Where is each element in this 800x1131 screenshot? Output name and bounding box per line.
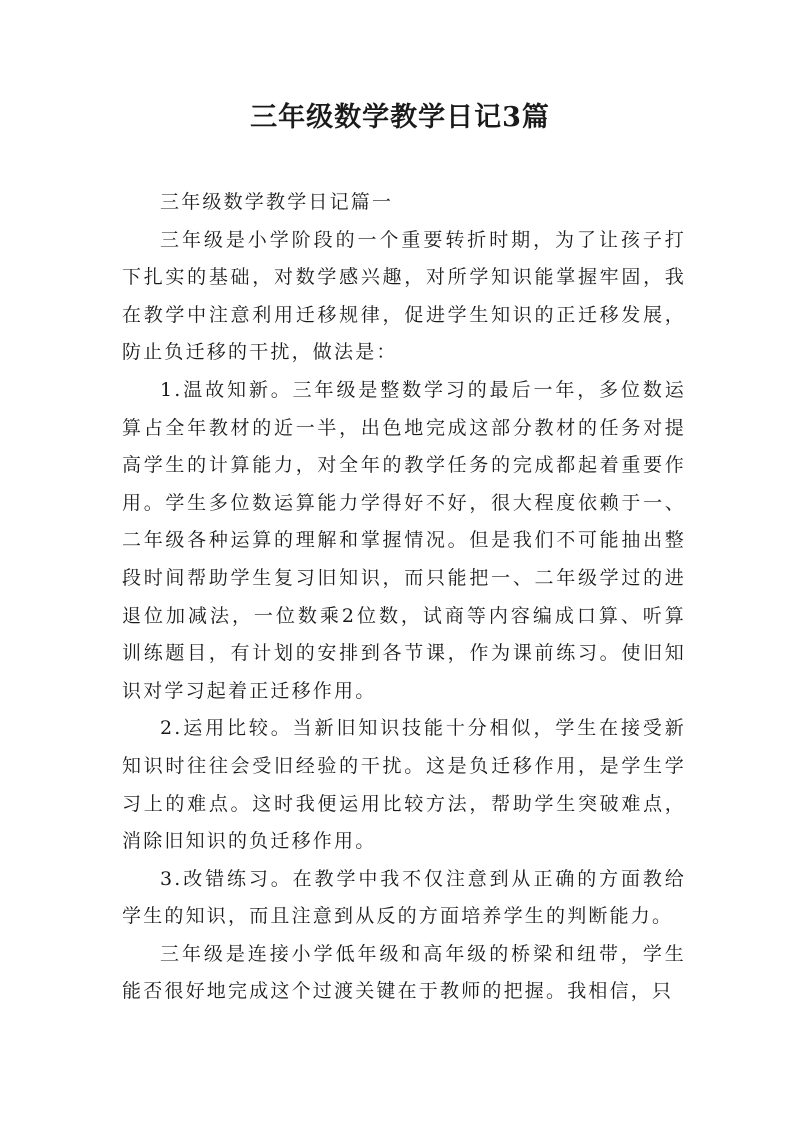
paragraph-intro: 三年级是小学阶段的一个重要转折时期，为了让孩子打下扎实的基础，对数学感兴趣，对所学知识能掌握牢固，我在教学中注意利用迁移规律，促进学生知识的正迁移发展，防止负迁移的干扰，做法是：: [122, 228, 686, 364]
document-body: [122, 184, 686, 1011]
paragraph-point-1: 1.温故知新。三年级是整数学习的最后一年，多位数运算占全年教材的近一半，出色地完成这部分教材的任务对提高学生的计算能力，对全年的教学任务的完成都起着重要作用。学生多位数运算能力学得好不好，很大程度依赖于一、二年级各种运算的理解和掌握情况。但是我们不可能抽出整段时间帮助学生复习旧知识，而只能把一、二年级学过的进退位加减法，一位数乘2位数，试商等内容编成口算、听算训练题目，有计划的安排到各节课，作为课前练习。使旧知识对学习起着正迁移作用。: [122, 378, 686, 702]
paragraph-point-3: 3.改错练习。在教学中我不仅注意到从正确的方面教给学生的知识，而且注意到从反的方面培养学生的判断能力。: [122, 867, 686, 928]
paragraph-conclusion: 三年级是连接小学低年级和高年级的桥梁和纽带，学生能否很好地完成这个过渡关键在于教师的把握。我相信，只: [122, 942, 686, 1003]
paragraph-point-2: 2.运用比较。当新旧知识技能十分相似，学生在接受新知识时往往会受旧经验的干扰。这是负迁移作用，是学生学习上的难点。这时我便运用比较方法，帮助学生突破难点，消除旧知识的负迁移作用。: [122, 717, 686, 853]
section-heading: 三年级数学教学日记篇一: [160, 191, 394, 213]
document-title: 三年级数学教学日记3篇: [250, 102, 550, 133]
